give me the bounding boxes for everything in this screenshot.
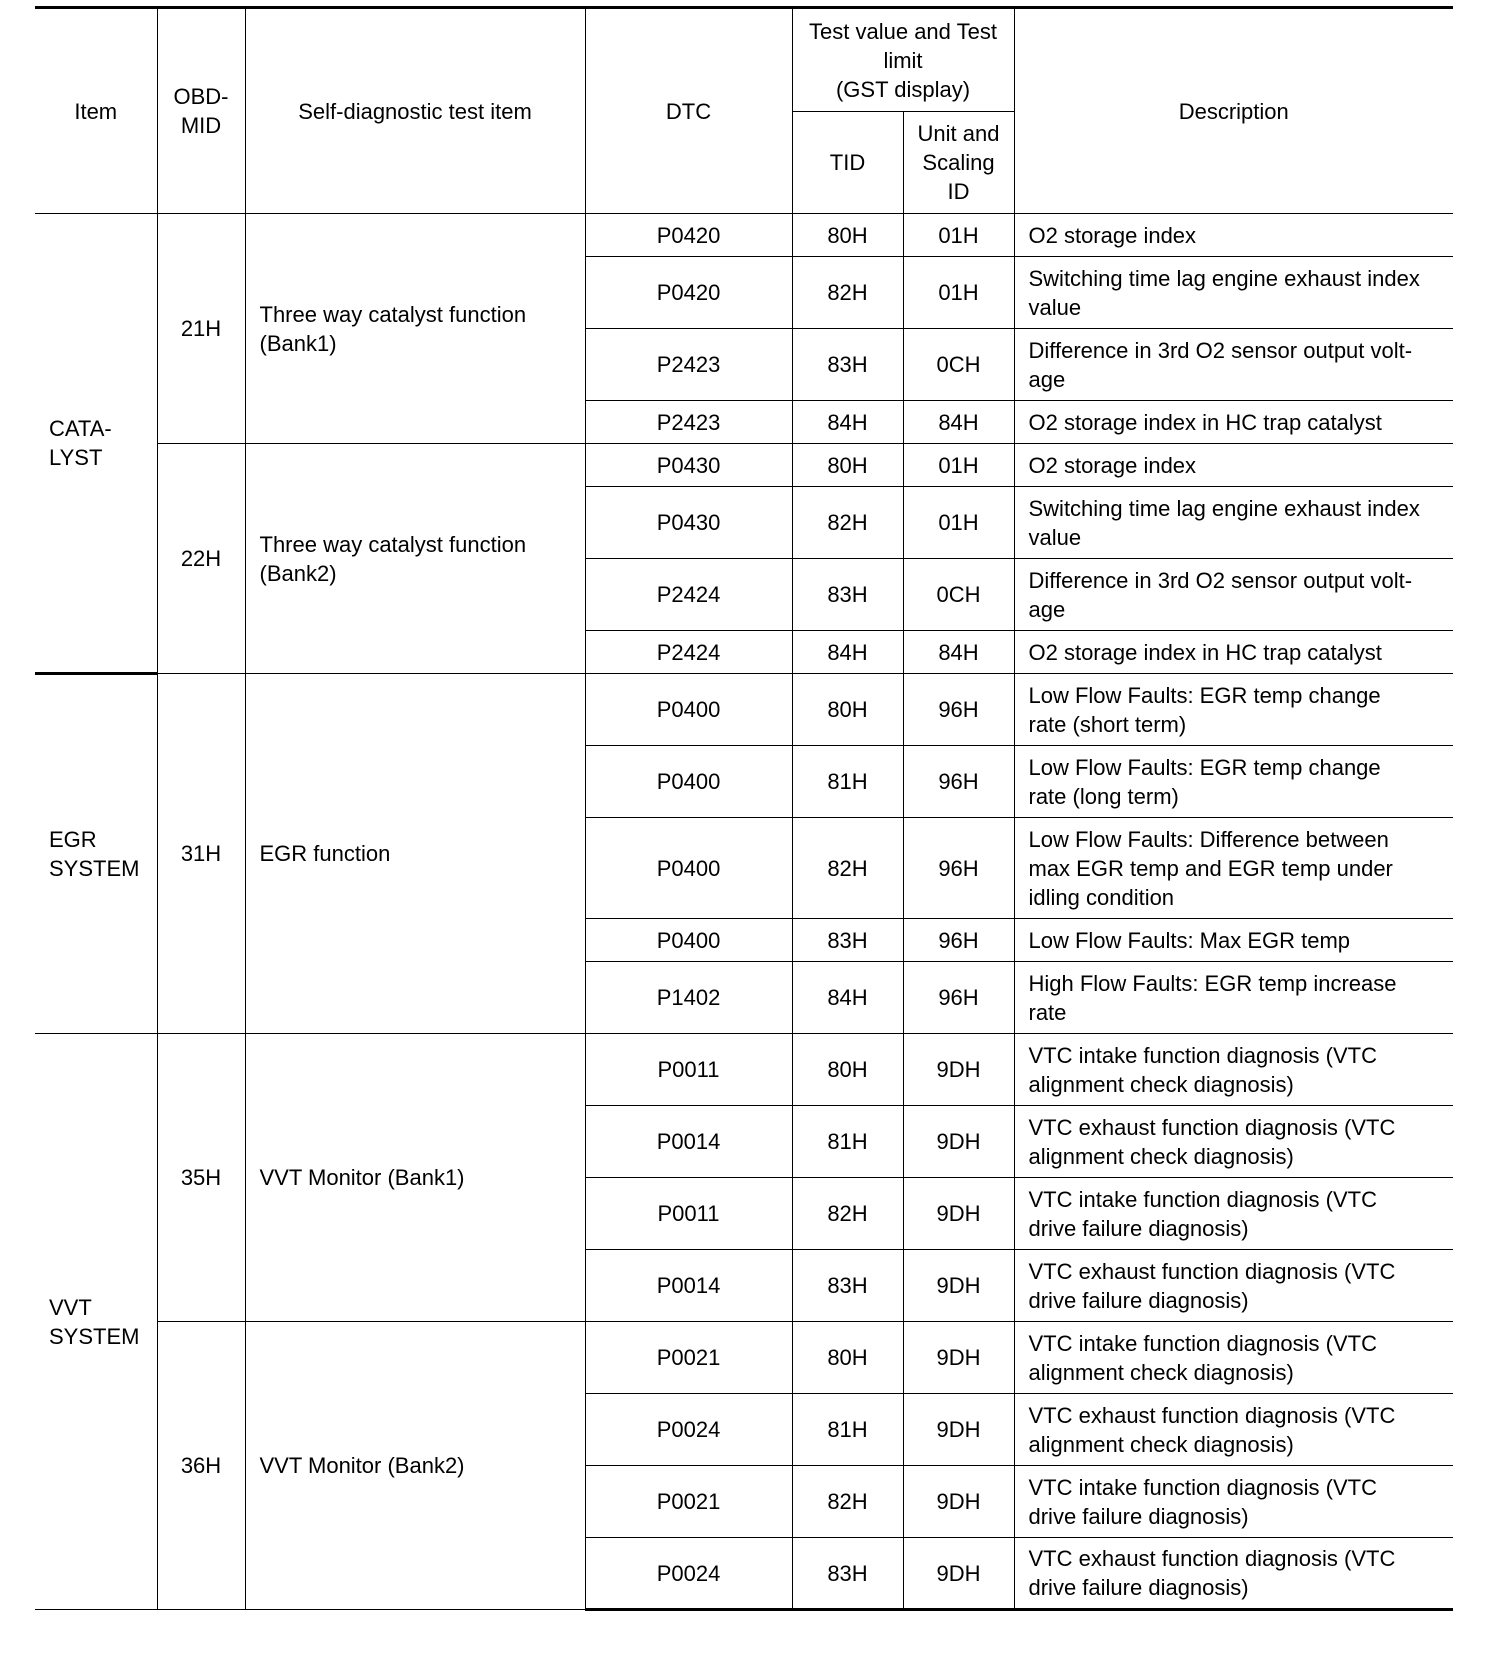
test-item-cell: Three way catalyst function (Bank2) [245, 444, 585, 674]
header-dtc: DTC [585, 8, 792, 214]
dtc-cell: P1402 [585, 962, 792, 1034]
header-self-diagnostic-test-item: Self-diagnostic test item [245, 8, 585, 214]
unit-scaling-cell: 96H [903, 674, 1014, 746]
tid-cell: 83H [792, 1250, 903, 1322]
tid-cell: 80H [792, 444, 903, 487]
table-row [35, 674, 1453, 746]
unit-scaling-cell: 01H [903, 257, 1014, 329]
dtc-cell: P0420 [585, 214, 792, 257]
tid-cell: 84H [792, 401, 903, 444]
header-tid: TID [792, 112, 903, 214]
dtc-cell: P0420 [585, 257, 792, 329]
unit-scaling-cell: 96H [903, 818, 1014, 919]
dtc-cell: P0024 [585, 1394, 792, 1466]
tid-cell: 84H [792, 962, 903, 1034]
unit-scaling-cell: 84H [903, 401, 1014, 444]
tid-cell: 80H [792, 214, 903, 257]
description-cell: Switching time lag engine exhaust index value [1014, 257, 1453, 329]
dtc-cell: P2423 [585, 329, 792, 401]
header-item: Item [35, 8, 157, 214]
dtc-cell: P0011 [585, 1178, 792, 1250]
header-test-value-and-limit: Test value and Test limit (GST display) [792, 8, 1014, 112]
dtc-cell: P0021 [585, 1322, 792, 1394]
description-cell: VTC intake function diagnosis (VTC drive failure diagnosis) [1014, 1178, 1453, 1250]
test-item-cell: VVT Monitor (Bank2) [245, 1322, 585, 1610]
description-cell: VTC intake function diagnosis (VTC alignment check diagnosis) [1014, 1322, 1453, 1394]
unit-scaling-cell: 0CH [903, 329, 1014, 401]
item-cell: VVT SYSTEM [35, 1034, 157, 1610]
tid-cell: 83H [792, 559, 903, 631]
dtc-cell: P2424 [585, 631, 792, 674]
tid-cell: 81H [792, 1394, 903, 1466]
unit-scaling-cell: 96H [903, 746, 1014, 818]
tid-cell: 83H [792, 919, 903, 962]
description-cell: Low Flow Faults: Max EGR temp [1014, 919, 1453, 962]
obd-mid-cell: 21H [157, 214, 245, 444]
header-description: Description [1014, 8, 1453, 214]
description-cell: O2 storage index in HC trap catalyst [1014, 631, 1453, 674]
unit-scaling-cell: 01H [903, 444, 1014, 487]
table-row [35, 1322, 1453, 1394]
unit-scaling-cell: 9DH [903, 1466, 1014, 1538]
header-row-1 [35, 8, 1453, 112]
dtc-cell: P0430 [585, 487, 792, 559]
description-cell: VTC exhaust function diagnosis (VTC alignment check diagnosis) [1014, 1394, 1453, 1466]
description-cell: Switching time lag engine exhaust index value [1014, 487, 1453, 559]
unit-scaling-cell: 96H [903, 919, 1014, 962]
unit-scaling-cell: 9DH [903, 1106, 1014, 1178]
description-cell: VTC exhaust function diagnosis (VTC drive failure diagnosis) [1014, 1538, 1453, 1610]
tid-cell: 82H [792, 257, 903, 329]
unit-scaling-cell: 9DH [903, 1034, 1014, 1106]
unit-scaling-cell: 96H [903, 962, 1014, 1034]
obd-mid-cell: 36H [157, 1322, 245, 1610]
dtc-cell: P0011 [585, 1034, 792, 1106]
description-cell: Low Flow Faults: EGR temp change rate (long term) [1014, 746, 1453, 818]
description-cell: O2 storage index [1014, 214, 1453, 257]
dtc-cell: P0400 [585, 674, 792, 746]
table-header [35, 8, 1453, 214]
dtc-cell: P0400 [585, 818, 792, 919]
dtc-cell: P0024 [585, 1538, 792, 1610]
tid-cell: 83H [792, 329, 903, 401]
header-unit-scaling-id: Unit and Scaling ID [903, 112, 1014, 214]
dtc-cell: P0014 [585, 1250, 792, 1322]
dtc-cell: P0014 [585, 1106, 792, 1178]
description-cell: O2 storage index in HC trap catalyst [1014, 401, 1453, 444]
table-row [35, 444, 1453, 487]
tid-cell: 80H [792, 674, 903, 746]
dtc-cell: P0400 [585, 919, 792, 962]
tid-cell: 80H [792, 1034, 903, 1106]
tid-cell: 82H [792, 1466, 903, 1538]
description-cell: VTC intake function diagnosis (VTC drive failure diagnosis) [1014, 1466, 1453, 1538]
test-item-cell: VVT Monitor (Bank1) [245, 1034, 585, 1322]
obd-mid-cell: 22H [157, 444, 245, 674]
unit-scaling-cell: 01H [903, 487, 1014, 559]
table-body [35, 214, 1453, 1610]
tid-cell: 81H [792, 746, 903, 818]
header-obd-mid: OBD- MID [157, 8, 245, 214]
test-item-cell: Three way catalyst function (Bank1) [245, 214, 585, 444]
tid-cell: 80H [792, 1322, 903, 1394]
dtc-cell: P0430 [585, 444, 792, 487]
description-cell: VTC intake function diagnosis (VTC alignment check diagnosis) [1014, 1034, 1453, 1106]
description-cell: Difference in 3rd O2 sensor output volt- age [1014, 329, 1453, 401]
tid-cell: 81H [792, 1106, 903, 1178]
description-cell: Low Flow Faults: EGR temp change rate (short term) [1014, 674, 1453, 746]
description-cell: High Flow Faults: EGR temp increase rate [1014, 962, 1453, 1034]
obd-mid-cell: 35H [157, 1034, 245, 1322]
tid-cell: 82H [792, 487, 903, 559]
tid-cell: 82H [792, 1178, 903, 1250]
dtc-cell: P0021 [585, 1466, 792, 1538]
tid-cell: 83H [792, 1538, 903, 1610]
obd-mid-cell: 31H [157, 674, 245, 1034]
description-cell: Difference in 3rd O2 sensor output volt- age [1014, 559, 1453, 631]
item-cell: EGR SYSTEM [35, 674, 157, 1034]
unit-scaling-cell: 9DH [903, 1538, 1014, 1610]
test-item-cell: EGR function [245, 674, 585, 1034]
unit-scaling-cell: 9DH [903, 1322, 1014, 1394]
table-row [35, 214, 1453, 257]
table-row [35, 1034, 1453, 1106]
unit-scaling-cell: 9DH [903, 1178, 1014, 1250]
unit-scaling-cell: 01H [903, 214, 1014, 257]
dtc-cell: P0400 [585, 746, 792, 818]
description-cell: Low Flow Faults: Difference between max EGR temp and EGR temp under idling condition [1014, 818, 1453, 919]
unit-scaling-cell: 84H [903, 631, 1014, 674]
diagnostic-table [35, 6, 1453, 1611]
unit-scaling-cell: 9DH [903, 1394, 1014, 1466]
tid-cell: 82H [792, 818, 903, 919]
description-cell: O2 storage index [1014, 444, 1453, 487]
unit-scaling-cell: 9DH [903, 1250, 1014, 1322]
tid-cell: 84H [792, 631, 903, 674]
dtc-cell: P2423 [585, 401, 792, 444]
unit-scaling-cell: 0CH [903, 559, 1014, 631]
item-cell: CATA- LYST [35, 214, 157, 674]
dtc-cell: P2424 [585, 559, 792, 631]
description-cell: VTC exhaust function diagnosis (VTC alignment check diagnosis) [1014, 1106, 1453, 1178]
description-cell: VTC exhaust function diagnosis (VTC drive failure diagnosis) [1014, 1250, 1453, 1322]
